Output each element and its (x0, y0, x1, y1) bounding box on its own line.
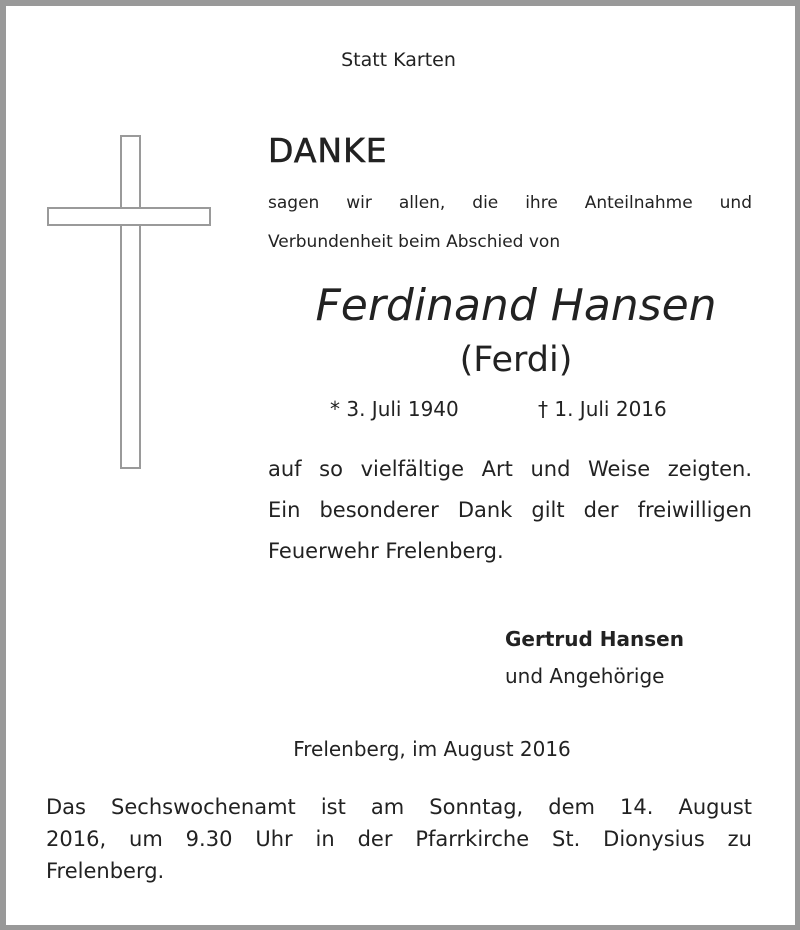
intro-line: sagen wir allen, die ihre Anteilnahme und (268, 193, 752, 213)
obituary-card (6, 6, 795, 925)
notice-line: 2016, um 9.30 Uhr in der Pfarrkirche St. Dionysius zu (46, 827, 752, 851)
place-date: Frelenberg, im August 2016 (293, 737, 571, 761)
cross-icon (120, 135, 141, 469)
signature-name: Gertrud Hansen (505, 627, 684, 651)
title: DANKE (268, 131, 388, 170)
header-text: Statt Karten (341, 49, 456, 71)
birth-date: * 3. Juli 1940 (330, 397, 459, 421)
death-date: † 1. Juli 2016 (538, 397, 667, 421)
cross-icon-joint (122, 209, 139, 224)
body-line: auf so vielfältige Art und Weise zeigten. (268, 457, 752, 481)
signature-family: und Angehörige (505, 664, 665, 688)
body-line: Ein besonderer Dank gilt der freiwilligen (268, 498, 752, 522)
intro-line: Verbundenheit beim Abschied von (268, 232, 561, 252)
notice-line: Frelenberg. (46, 859, 165, 883)
body-line: Feuerwehr Frelenberg. (268, 539, 504, 563)
deceased-name: Ferdinand Hansen (315, 280, 717, 331)
deceased-nickname: (Ferdi) (459, 340, 573, 380)
notice-line: Das Sechswochenamt ist am Sonntag, dem 14. August (46, 795, 752, 819)
